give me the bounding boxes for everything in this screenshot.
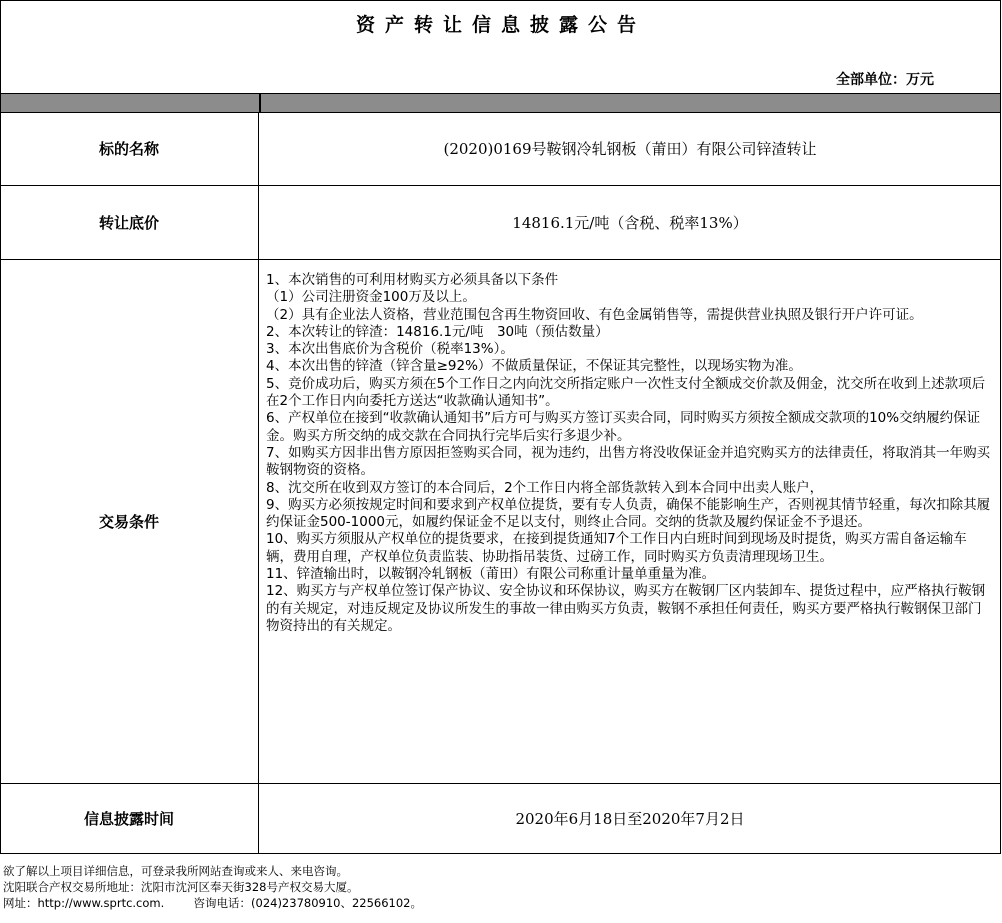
disclosure-period-label: 信息披露时间 — [0, 784, 259, 853]
unit-note: 全部单位：万元 — [836, 72, 934, 88]
terms-item: 9、购买方必须按规定时间和要求到产权单位提货，要有专人负责，确保不能影响生产，否则视其情节轻重，每次扣除其履约保证金500-1000元，如履约保证金不足以支付，则终止合同。交纳的货款及履约保证金不予退还。 — [266, 496, 991, 531]
reserve-price-value: 14816.1元/吨（含税、税率13%） — [512, 214, 748, 232]
terms-item: 1、本次销售的可利用材购买方必须具备以下条件 — [266, 272, 559, 288]
page-title: 资产转让信息披露公告 — [355, 14, 646, 36]
footer-inquiry-note: 欲了解以上项目详细信息，可登录我所网站查询或来人、来电咨询。 — [3, 864, 348, 878]
row-disclosure-period — [0, 784, 1001, 854]
terms-item: 10、购买方须服从产权单位的提货要求，在接到提货通知7个工作日内白班时间到现场及时提货，购买方需自备运输车辆，费用自理，产权单位负责监装、协助指吊装货、过磅工作，同时购买方负责清理现场卫生。 — [266, 531, 967, 565]
footer-address: 沈阳联合产权交易所地址：沈阳市沈河区奉天街328号产权交易大厦。 — [3, 880, 359, 894]
subject-name-label: 标的名称 — [0, 112, 259, 185]
trade-terms-list — [259, 260, 1001, 783]
terms-item: 5、竞价成功后，购买方须在5个工作日之内向沈交所指定账户一次性支付全额成交价款及佣金，沈交所在收到上述款项后在2个工作日内向委托方送达“收款确认通知书”。 — [266, 375, 986, 410]
terms-item: 3、本次出售底价为含税价（税率13%）。 — [266, 341, 514, 358]
trade-terms-label: 交易条件 — [0, 260, 259, 783]
header-band — [1, 93, 1000, 113]
terms-item: 12、购买方与产权单位签订保产协议、安全协议和环保协议，购买方在鞍钢厂区内装卸车、提货过程中，应严格执行鞍钢的有关规定，对违反规定及协议所发生的事故一律由购买方负责，鞍钢不承担任何责任，购买方要严格执行鞍钢保卫部门物资持出的有关规定。 — [266, 583, 986, 634]
footer-website-phone: 网址：http://www.sprtc.com. 咨询电话：(024)23780910、22566102。 — [3, 896, 423, 910]
reserve-price-label: 转让底价 — [0, 186, 259, 259]
terms-item: 8、沈交所在收到双方签订的本合同后，2个工作日内将全部货款转入到本合同中出卖人账户， — [266, 479, 824, 496]
contact-footer — [3, 863, 422, 911]
terms-item: （1）公司注册资金100万及以上。 — [266, 289, 476, 306]
row-reserve-price — [0, 186, 1001, 260]
band-divider — [259, 94, 261, 112]
subject-name-value: (2020)0169号鞍钢冷轧钢板（莆田）有限公司锌渣转让 — [443, 140, 817, 158]
terms-item: 4、本次出售的锌渣（锌含量≥92%）不做质量保证，不保证其完整性，以现场实物为准。 — [266, 358, 802, 375]
disclosure-period-value: 2020年6月18日至2020年7月2日 — [515, 810, 745, 828]
terms-item: （2）具有企业法人资格，营业范围包含再生物资回收、有色金属销售等，需提供营业执照及银行开户许可证。 — [266, 306, 923, 323]
terms-item: 7、如购买方因非出售方原因拒签购买合同，视为违约，出售方将没收保证金并追究购买方的法律责任，将取消其一年购买鞍钢物资的资格。 — [266, 444, 991, 479]
terms-item: 6、产权单位在接到“收款确认通知书”后方可与购买方签订买卖合同，同时购买方须按全额成交款项的10%交纳履约保证金。购买方所交纳的成交款在合同执行完毕后实行多退少补。 — [266, 410, 981, 444]
row-subject-name — [0, 112, 1001, 186]
terms-item: 2、本次转让的锌渣：14816.1元/吨 30吨（预估数量） — [266, 323, 609, 340]
terms-item: 11、锌渣输出时，以鞍钢冷轧钢板（莆田）有限公司称重计量单重量为准。 — [266, 566, 716, 583]
row-trade-terms — [0, 260, 1001, 784]
